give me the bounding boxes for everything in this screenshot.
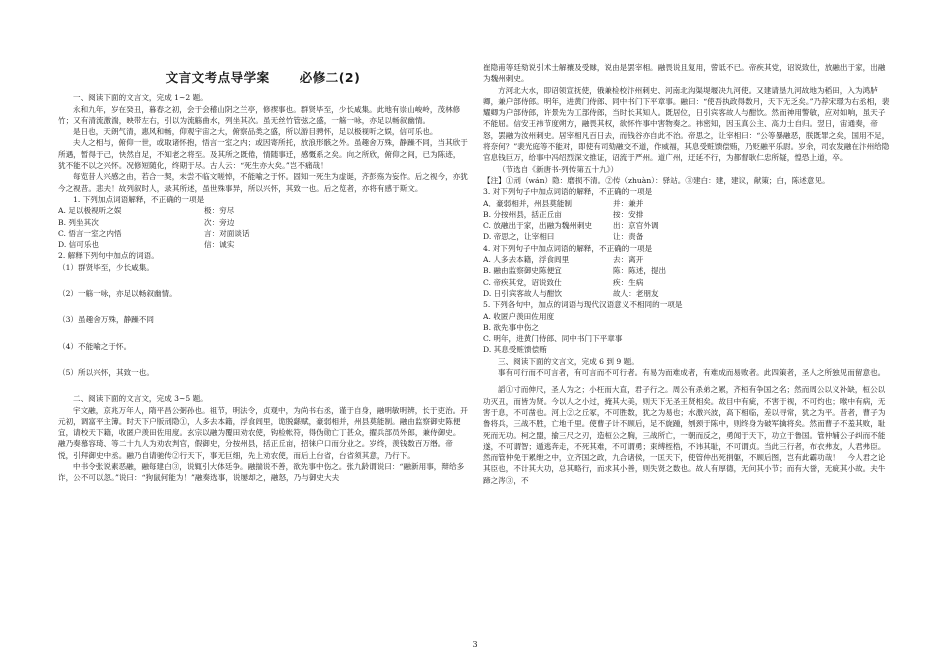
page-number: 3	[472, 640, 478, 649]
annotation-note: 【注】①刓（wán）隐：磨损不清。②传（zhuàn）：驿站。③建白：建，建议，献策；白，陈述意见。	[483, 175, 830, 185]
passage-paragraph: 永和九年，岁在癸丑，暮春之初，会于会稽山阴之兰亭，修禊事也。群贤毕至，少长咸集。此地有崇山峻岭，茂林修竹；又有清流激湍，映带左右，引以为流觞曲水，列坐其次。虽无丝竹管弦之盛，一觞一咏，亦足以畅叙幽情。	[58, 104, 461, 125]
option-gloss: 让：责备	[613, 232, 644, 242]
answer-space	[58, 378, 468, 393]
option-text: C. 帝疾其党，诏说致仕	[483, 277, 562, 287]
passage-paragraph: 事有可行而不可言者，有可言而不可行者。有易为而难成者，有难成而易败者。此四策者，圣人之所独见而留意也。	[498, 368, 886, 378]
question-5-option: A. 收匿户羡田佐用度	[483, 311, 555, 321]
option-text: A. 人多去本籍，浮食闾里	[483, 255, 570, 265]
right-column	[483, 0, 891, 658]
option-gloss: 按：安排	[613, 209, 644, 219]
document-title	[58, 72, 468, 83]
question-2-item: （1）群贤毕至，少长咸集。	[58, 262, 154, 272]
question-3-option	[483, 220, 891, 231]
question-4: 4. 对下列句子中加点词语的解释，不正确的一项是	[483, 243, 653, 253]
passage-paragraph: 宇文融，京兆万年人，隋平昌公弼孙也。祖节，明法令，贞观中，为尚书右丞，谨于自身，融明敏明辨，长于吏治。开元初，调富平主簿。时天下户版刓隐①，人多去本籍，浮食闾里，诡脱繇赋，豪弱相并，州县莫能制。融由监察御史陈便宜，请校天下籍，收匿户羡田佐用度。玄宗以融为覆田劝农使，钩检帐符，得伪勋亡丁甚众，擢兵部员外郎，兼侍御史。融乃奏慕容琦、等二十九人为劝农判官，假御史，分按州县，括正丘亩，招徕户口而分业之。岁终，羡钱数百万缗。帝悦，引拜御史中丞。融乃自请驰传②行天下，事无巨细，先上劝农使，而后上台省，台省须其意，乃行下。	[58, 405, 468, 460]
answer-space	[58, 326, 468, 341]
option-text: B. 融由监察御史陈便宜	[483, 266, 562, 276]
question-2-item: （4）不能喻之于怀。	[58, 341, 132, 351]
option-text: A．豪弱相并，州县莫能制	[483, 198, 573, 208]
option-text: D. 帝思之，让宰相曰	[483, 232, 555, 242]
left-column	[58, 0, 468, 658]
question-4-option	[483, 288, 891, 299]
question-3-option	[483, 209, 891, 220]
question-3-option	[483, 231, 891, 242]
question-2-item: （5）所以兴怀，其致一也。	[58, 367, 154, 377]
question-5-option: D. 其息受赃馈偿贿	[483, 345, 547, 355]
option-gloss: 并：兼并	[613, 198, 644, 208]
passage-paragraph: 中书令张说素恶融，融每建白③，说辄引大体廷争。融揣说不善，欲先事中伤之。张九龄谓说曰：“融新用事，辩给多诈，公不可以忽。”说曰：“狗鼠何能为！”融奏选事，说屡却之，融怒，乃与御史大夫	[58, 462, 465, 483]
passage-paragraph: 謟①寸而伸尺，圣人为之；小枉而大直，君子行之。周公有杀弟之累，齐桓有争国之名；然而周公以义补缺，桓公以功灭丑，而皆为贤。今以人之小过，掩其大美，则天下无圣王贤相矣。故目中有疵，不害于视，不可灼也；喉中有病，无害于息，不可凿也。河上②之丘冢，不可胜数，犹之为易也；水激兴波，高下相临，差以寻常，犹之为平。昔者，曹子为鲁将兵，三战不胜，亡地千里。使曹子计不顾后，足不旋踵，刎颈于陈中，则终身为破军擒将矣。然而曹子不羞其败，耻死而无功。柯之盟，揄三尺之刃，造桓公之胸，三战所亡，一朝而反之，勇闻于天下，功立于鲁国。管仲辅公子纠而不能遂，不可谓智；遁逃奔走，不死其难，不可谓勇；束缚桎梏，不讳其耻，不可谓贞。当此三行者，布衣弗友，人君弗臣。然而管仲免于累绁之中，立齐国之政，九合诸侯，一匡天下，使管仲出死捐躯，不顾后图，岂有此霸功哉！ 今人君之论其臣也，不计其大功，总其略行，而求其小善，则失贤之数也。故人有厚德，无问其小节；而有大誉，无疵其小故。夫牛蹄之涔③，不	[483, 385, 886, 485]
option-text: A. 足以极视听之娱	[58, 206, 122, 216]
passage-source: （节选自《新唐书·列传第五十九》）	[498, 164, 619, 174]
question-3: 3. 对下列句子中加点词语的解释，不正确的一项是	[483, 187, 653, 197]
title-main: 文言文考点导学案	[165, 70, 270, 85]
section-one-intro: 一、阅读下面的文言文，完成 1~2 题。	[73, 93, 208, 103]
title-sub: 必修二(2)	[299, 70, 361, 85]
passage-paragraph: 方河北大水，即诏领宣抚使，俄兼检校汴州刺史、河南北沟渠堤堰决九河使。又建请垦九河故地为稻田，入为鸿胪卿，兼户部侍郎。明年，进黄门侍郎、同中书门下平章事。融曰：“使吾执政得数月，天下无乏矣。”乃荐宋璟为右丞相，裴耀卿为户部侍郎，许景先为工部侍郎，当时长其知人。既居位，日引宾客故人与酣饮。然而神用警敏，应对如响，虽天子不能屈。信安王祎节度朔方，融畏其权，欲怀忤事中害物奏之。祎密知，因玉真公主、高力士自归。翌日，宙通奏，帝怒，罢融为汝州刺史。居宰相凡百日去，而钱谷亦自此不治。帝思之，让宰相曰：“公等暴融恶，朕既罪之矣，国用不足，将奈何？”裴光庭等不能对，即使有司劾融交不道，作威福，其息受赃馈偿贿，乃贬融平乐尉。岁余，司农发融在汴州给隐官息钱巨万，给事中冯绍烈深文推证，诏流于严州。道广州，迂延不行，为都督耿仁忠所疑，惶恐上道，卒。	[483, 85, 890, 163]
question-4-option	[483, 277, 891, 288]
option-gloss: 言：对面谈话	[204, 228, 250, 238]
option-text: B. 分按州县，括正丘亩	[483, 209, 562, 219]
question-1-option	[58, 205, 468, 216]
option-gloss: 出：京官外调	[613, 221, 659, 231]
section-three-intro: 三、阅读下面的文言文，完成 6 到 9 题。	[498, 356, 639, 366]
question-5-option: B. 欲先事中伤之	[483, 322, 539, 332]
option-text: C. 悟言一室之内悟	[58, 228, 122, 238]
question-1-option	[58, 239, 468, 250]
option-gloss: 疾：生病	[613, 277, 644, 287]
question-2: 2. 解释下列句中加点的词语。	[58, 251, 159, 261]
passage-paragraph: 是日也，天朗气清，惠风和畅，仰观宇宙之大，俯察品类之盛，所以游目骋怀，足以极视听之娱，信可乐也。	[73, 127, 438, 137]
question-2-item: （3）虽趣舍万殊，静躁不同	[58, 315, 154, 325]
question-2-item: （2）一觞一咏，亦足以畅叙幽情。	[58, 289, 177, 299]
question-3-option	[483, 198, 891, 209]
option-text: C. 放融出于家，出融为魏州刺史	[483, 221, 593, 231]
section-two-intro: 二、阅读下面的文言文，完成 3~5 题。	[73, 394, 208, 404]
question-1: 1. 下列加点词语解释，不正确的一项是	[73, 194, 205, 204]
option-gloss: 陈：陈述，提出	[613, 266, 667, 276]
question-5-option: C. 明年，进黄门侍郎、同中书门下平章事	[483, 334, 623, 344]
option-gloss: 去：离开	[613, 255, 644, 265]
option-text: D. 日引宾客故人与酣饮	[483, 288, 562, 298]
answer-space	[58, 273, 468, 288]
question-4-option	[483, 265, 891, 276]
question-5: 5. 下列各句中，加点的词语与现代汉语意义不相同的一项是	[483, 300, 683, 310]
option-text: B. 列坐其次	[58, 217, 99, 227]
question-1-option	[58, 217, 468, 228]
answer-space	[58, 352, 468, 367]
question-1-option	[58, 228, 468, 239]
passage-paragraph: 崔隐甫等廷劾说引术士解禳及受赇，说由是罢宰相。融畏说且复用，訾诋不已。帝疾其党，诏说致仕，放融出于家，出融为魏州刺史。	[483, 63, 886, 84]
option-gloss: 信：诚实	[204, 240, 235, 250]
passage-paragraph: 夫人之相与，俯仰一世，或取诸怀抱，悟言一室之内；或因寄所托，放浪形骸之外。虽趣舍万殊，静躁不同，当其欣于所遇，暂得于己，快然自足，不知老之将至。及其所之既倦，情随事迁，感慨系之矣。向之所欣，俯仰之间，已为陈迹，犹不能不以之兴怀。况修短随化，终期于尽。古人云：“死生亦大矣。”岂不痛哉！	[58, 138, 468, 171]
passage-paragraph: 每览昔人兴感之由，若合一契，未尝不临文嗟悼，不能喻之于怀。固知一死生为虚诞，齐彭殇为妄作。后之视今，亦犹今之视昔。悲夫！故列叙时人，录其所述，虽世殊事异，所以兴怀，其致一也。后之览者，亦将有感于斯文。	[58, 172, 468, 193]
question-4-option	[483, 254, 891, 265]
option-gloss: 故人：老朋友	[613, 288, 659, 298]
answer-space	[58, 299, 468, 314]
option-gloss: 极：穷尽	[204, 206, 235, 216]
option-gloss: 次：旁边	[204, 217, 235, 227]
option-text: D. 信可乐也	[58, 240, 100, 250]
